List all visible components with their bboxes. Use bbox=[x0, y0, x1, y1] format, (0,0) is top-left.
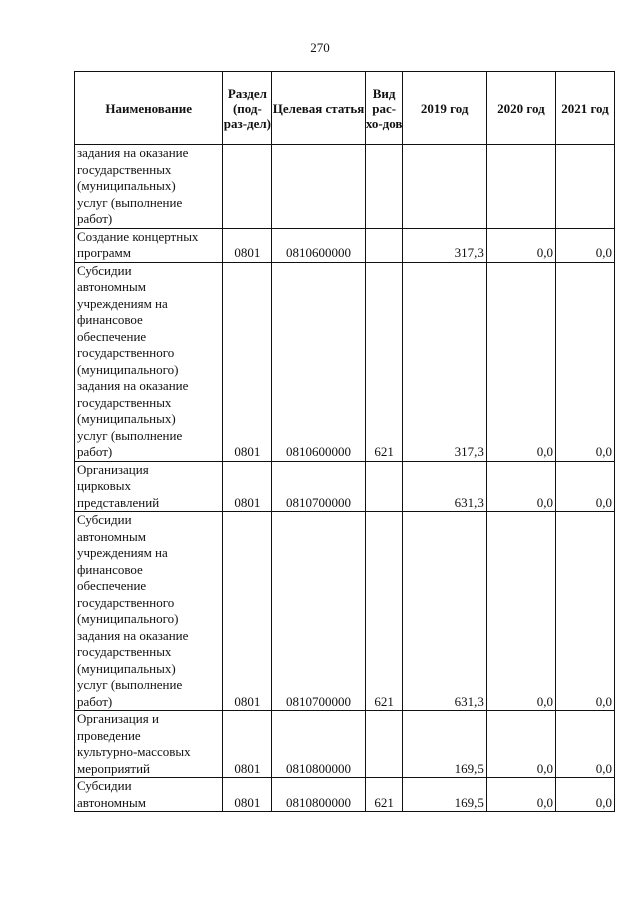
row-name: Субсидии автономным bbox=[75, 778, 223, 812]
row-name: задания на оказание государственных (муниципальных) услуг (выполнение работ) bbox=[75, 145, 223, 229]
table-row bbox=[75, 262, 615, 461]
table-row bbox=[75, 512, 615, 711]
row-2019: 631,3 bbox=[403, 461, 486, 512]
row-2020: 0,0 bbox=[486, 711, 555, 778]
row-name: Субсидии автономным учреждениям на финансовое обеспечение государственного (муниципального) задания на оказание государственных (муниципальных) услуг (выполнение работ) bbox=[75, 512, 223, 711]
row-name: Субсидии автономным учреждениям на финансовое обеспечение государственного (муниципального) задания на оказание государственных (муниципальных) услуг (выполнение работ) bbox=[75, 262, 223, 461]
row-type bbox=[365, 461, 403, 512]
row-2021: 0,0 bbox=[555, 262, 614, 461]
row-section: 0801 bbox=[223, 512, 272, 711]
row-2020: 0,0 bbox=[486, 262, 555, 461]
row-2019: 169,5 bbox=[403, 711, 486, 778]
row-section: 0801 bbox=[223, 778, 272, 812]
row-name: Организация цирковых представлений bbox=[75, 461, 223, 512]
row-type: 621 bbox=[365, 778, 403, 812]
row-target: 0810800000 bbox=[272, 778, 366, 812]
header-2021: 2021 год bbox=[555, 72, 614, 145]
header-target: Целевая статья bbox=[272, 72, 366, 145]
header-2020: 2020 год bbox=[486, 72, 555, 145]
table-row bbox=[75, 711, 615, 778]
row-2019: 631,3 bbox=[403, 512, 486, 711]
row-target bbox=[272, 145, 366, 229]
row-name: Создание концертных программ bbox=[75, 228, 223, 262]
header-2019: 2019 год bbox=[403, 72, 486, 145]
page-number: 270 bbox=[310, 40, 330, 55]
row-target: 0810700000 bbox=[272, 512, 366, 711]
row-2021 bbox=[555, 145, 614, 229]
row-2020: 0,0 bbox=[486, 461, 555, 512]
row-type: 621 bbox=[365, 262, 403, 461]
row-2019: 169,5 bbox=[403, 778, 486, 812]
header-type: Вид рас-хо-дов bbox=[365, 72, 403, 145]
row-section: 0801 bbox=[223, 711, 272, 778]
row-name: Организация и проведение культурно-массовых мероприятий bbox=[75, 711, 223, 778]
header-name: Наименование bbox=[75, 72, 223, 145]
row-target: 0810700000 bbox=[272, 461, 366, 512]
row-2019: 317,3 bbox=[403, 262, 486, 461]
table-row bbox=[75, 228, 615, 262]
row-2021: 0,0 bbox=[555, 228, 614, 262]
row-2021: 0,0 bbox=[555, 711, 614, 778]
budget-table bbox=[74, 71, 615, 812]
row-target: 0810600000 bbox=[272, 228, 366, 262]
table-header-row bbox=[75, 72, 615, 145]
row-2020: 0,0 bbox=[486, 512, 555, 711]
header-section: Раздел (под-раз-дел) bbox=[223, 72, 272, 145]
row-type bbox=[365, 711, 403, 778]
row-2020: 0,0 bbox=[486, 228, 555, 262]
table-row bbox=[75, 145, 615, 229]
table-row bbox=[75, 778, 615, 812]
row-2020: 0,0 bbox=[486, 778, 555, 812]
row-type: 621 bbox=[365, 512, 403, 711]
row-section: 0801 bbox=[223, 461, 272, 512]
table-row bbox=[75, 461, 615, 512]
row-section: 0801 bbox=[223, 262, 272, 461]
row-2021: 0,0 bbox=[555, 461, 614, 512]
row-target: 0810600000 bbox=[272, 262, 366, 461]
row-section bbox=[223, 145, 272, 229]
row-type bbox=[365, 228, 403, 262]
row-2020 bbox=[486, 145, 555, 229]
row-type bbox=[365, 145, 403, 229]
row-2021: 0,0 bbox=[555, 778, 614, 812]
row-target: 0810800000 bbox=[272, 711, 366, 778]
row-2019: 317,3 bbox=[403, 228, 486, 262]
row-section: 0801 bbox=[223, 228, 272, 262]
row-2019 bbox=[403, 145, 486, 229]
row-2021: 0,0 bbox=[555, 512, 614, 711]
